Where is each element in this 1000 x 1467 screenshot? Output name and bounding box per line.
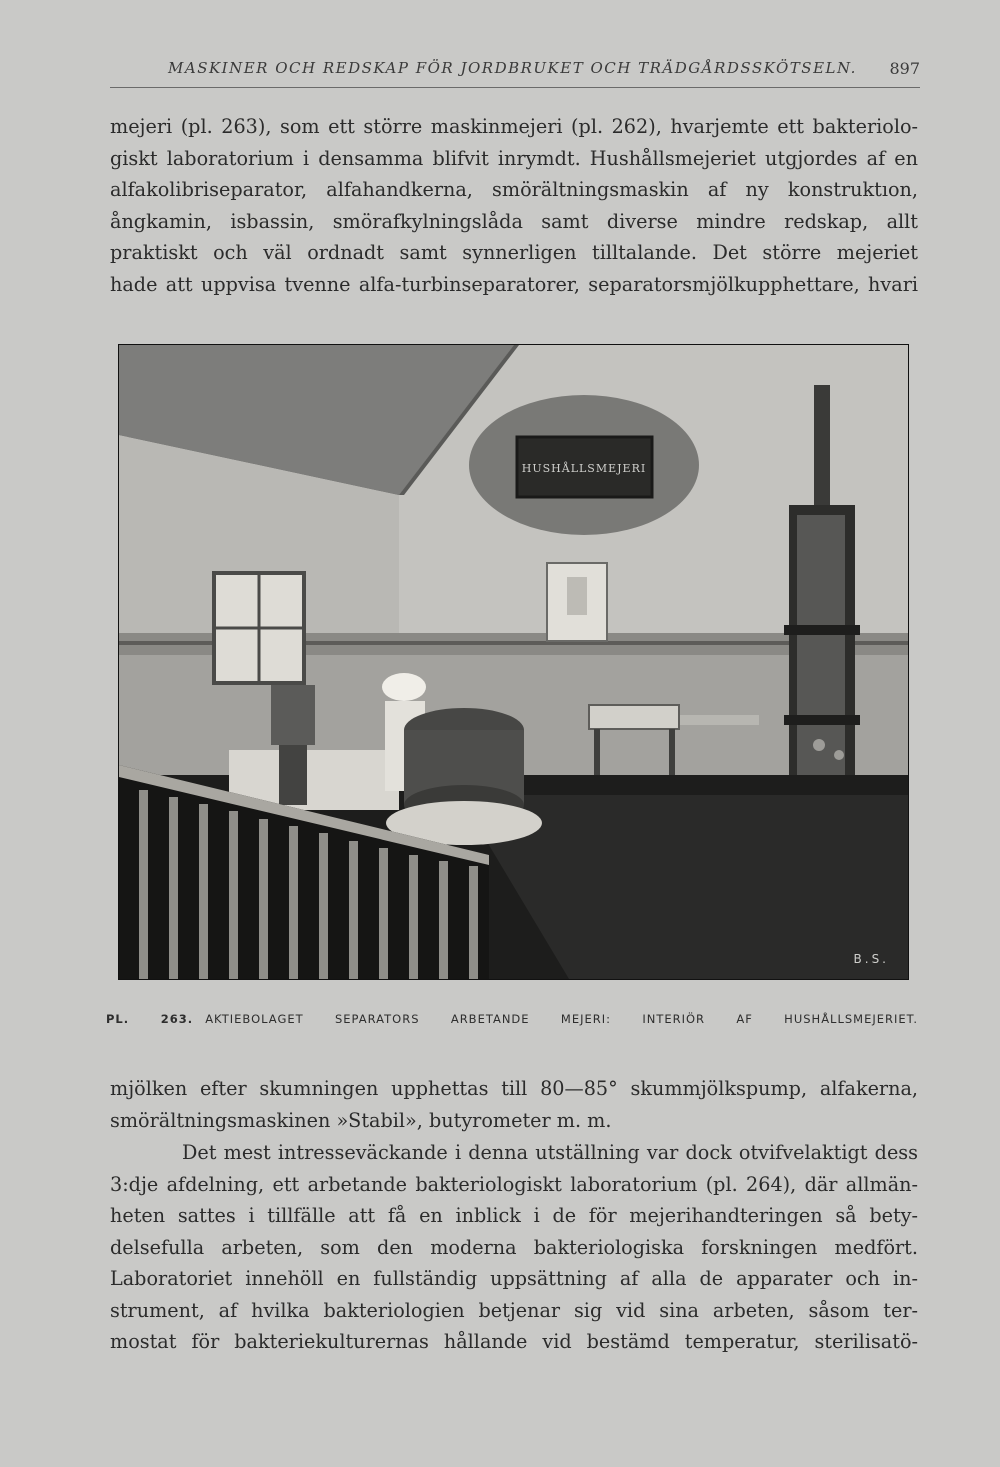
plate-number: PL. 263. (106, 1012, 194, 1026)
text-line: ångkamin, isbassin, smörafkylningslåda samt diverse mindre redskap, allt (110, 209, 918, 233)
photographer-mark: B.S. (853, 952, 889, 966)
text-line: Det mest intresseväckande i denna utställning var dock otvifvelaktigt dess (182, 1141, 918, 1164)
text-line: Laboratoriet innehöll en fullständig uppsättning af alla de apparater och in- (110, 1267, 918, 1290)
dairymaid (382, 673, 426, 701)
separator (271, 685, 315, 745)
paragraph-continued (110, 1073, 918, 1136)
plate-caption-text: AKTIEBOLAGET SEPARATORS ARBETANDE MEJERI: INTERIÖR AF HUSHÅLLSMEJERIET. (205, 1012, 918, 1026)
text-line: praktiskt och väl ordnadt samt synnerligen tilltalande. Det större mejeriet (110, 241, 918, 264)
running-title: MASKINER OCH REDSKAP FÖR JORDBRUKET OCH TRÄDGÅRDSSKÖTSELN. (168, 59, 857, 77)
plate-photograph (118, 344, 909, 980)
text-line: hade att uppvisa tvenne alfa-turbinseparatorer, separatorsmjölkupphettare, hvari (110, 272, 918, 296)
page-number: 897 (889, 59, 920, 78)
text-line: heten sattes i tillfälle att få en inblick i de för mejerihandteringen så bety- (110, 1204, 918, 1227)
paragraph-top (110, 111, 918, 300)
wall-sign-text: HUSHÅLLSMEJERI (521, 462, 647, 475)
text-line: delsefulla arbeten, som den moderna bakteriologiska forskningen medfört. (110, 1235, 918, 1259)
text-line: mjölken efter skumningen upphettas till 80—85° skummjölkspump, alfakerna, (110, 1077, 918, 1100)
plate-caption (106, 1012, 918, 1026)
text-line: strument, af hvilka bakteriologien betjenar sig vid sina arbeten, såsom ter- (110, 1298, 918, 1322)
text-line: giskt laboratorium i densamma blifvit inrymdt. Hushållsmejeriet utgjordes af en (110, 146, 918, 170)
text-line: 3:dje afdelning, ett arbetande bakteriologiskt laboratorium (pl. 264), där allmän- (110, 1172, 918, 1196)
text-line: alfakolibriseparator, alfahandkerna, smörältningsmaskin af ny konstruktıon, (110, 178, 918, 201)
text-line: mostat för bakteriekulturernas hållande vid bestämd temperatur, sterilisatö- (110, 1330, 918, 1353)
text-line: mejeri (pl. 263), som ett större maskinmejeri (pl. 262), hvarjemte ett bakteriolo- (110, 115, 918, 138)
running-head (110, 57, 920, 88)
paragraph-bottom (110, 1137, 918, 1358)
text-line: smörältningsmaskinen »Stabil», butyrometer m. m. (110, 1108, 612, 1132)
